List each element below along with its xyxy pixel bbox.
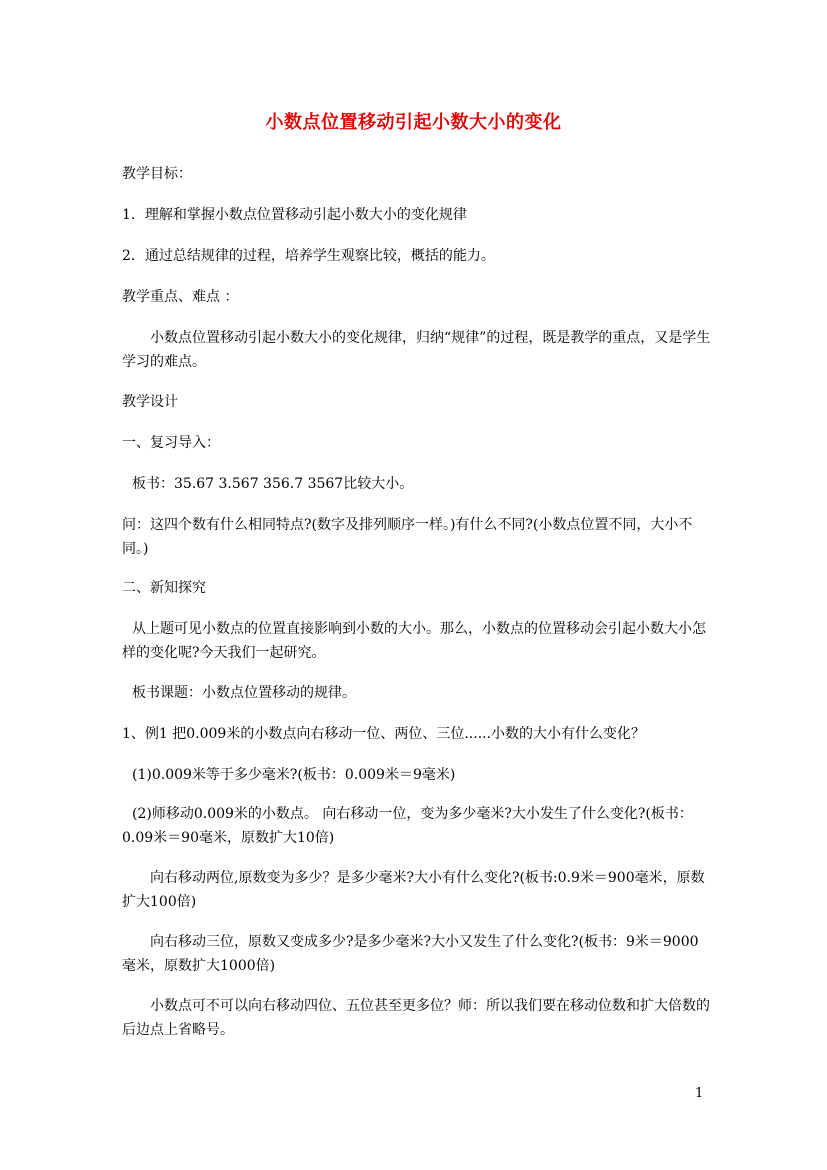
example-1: 1、例1 把0.009米的小数点向右移动一位、两位、三位......小数的大小有什么变化？ — [122, 726, 646, 742]
intro-text: 从上题可见小数点的位置直接影响到小数的大小。那么，小数点的位置移动会引起小数大小怎样的变化呢?今天我们一起研究。 — [122, 621, 706, 661]
step-3: 向右移动两位,原数变为多少？是多少毫米?大小有什么变化?(板书:0.9米＝900毫米，原数扩大100倍) — [122, 870, 705, 910]
objectives-heading: 教学目标： — [122, 166, 192, 182]
section-2-heading: 二、新知探究 — [122, 580, 206, 596]
page-number: 1 — [695, 1086, 704, 1101]
objective-2: 2．通过总结规律的过程，培养学生观察比较，概括的能力。 — [122, 248, 495, 264]
question-1: 问：这四个数有什么相同特点?(数字及排列顺序一样。)有什么不同?(小数点位置不同，大小不同。) — [122, 517, 693, 557]
step-1: (1)0.009米等于多少毫米?(板书：0.009米＝9毫米) — [132, 767, 456, 783]
document-title: 小数点位置移动引起小数大小的变化 — [265, 112, 562, 133]
step-5: 小数点可不可以向右移动四位、五位甚至更多位？师：所以我们要在移动位数和扩大倍数的后边点上省略号。 — [122, 998, 710, 1038]
section-1-heading: 一、复习导入： — [122, 435, 220, 451]
step-4: 向右移动三位，原数又变成多少?是多少毫米?大小又发生了什么变化?(板书：9米＝9000毫米，原数扩大1000倍) — [122, 934, 699, 974]
objective-1: 1．理解和掌握小数点位置移动引起小数大小的变化规律 — [122, 207, 467, 223]
board-note-1: 板书：35.67 3.567 356.7 3567比较大小。 — [132, 476, 414, 492]
key-points-text: 小数点位置移动引起小数大小的变化规律，归纳“规律”的过程，既是教学的重点，又是学生学习的难点。 — [122, 330, 711, 370]
key-points-heading: 教学重点、难点 ： — [122, 289, 239, 305]
step-2: (2)师移动0.009米的小数点。 向右移动一位，变为多少毫米?大小发生了什么变化?(板书：0.09米＝90毫米，原数扩大10倍) — [122, 806, 693, 846]
design-heading: 教学设计 — [122, 394, 178, 410]
board-topic: 板书课题：小数点位置移动的规律。 — [132, 685, 356, 701]
